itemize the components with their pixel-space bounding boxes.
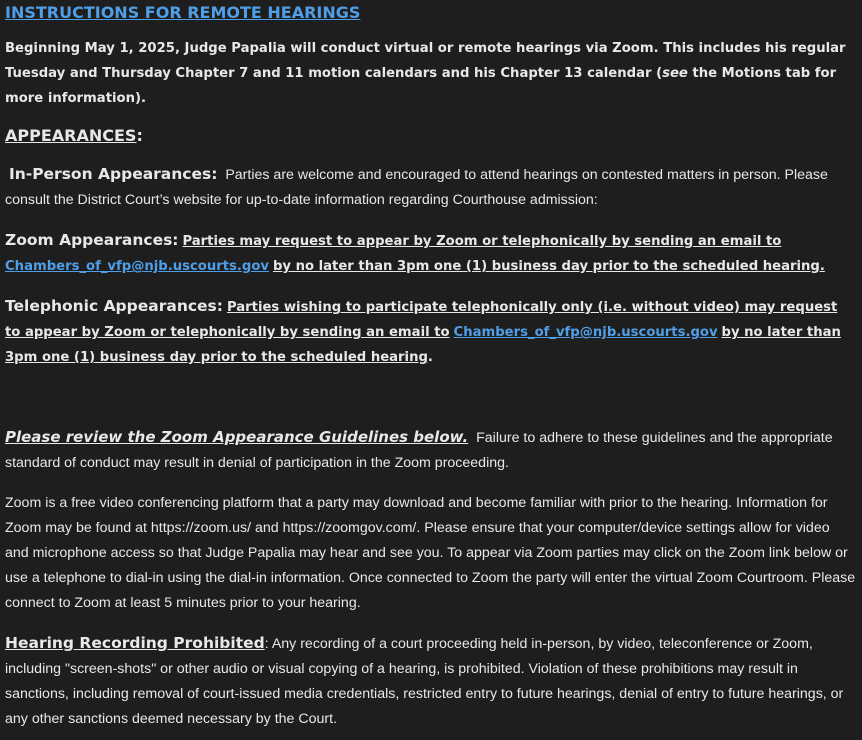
recording-text: : Any recording of a court proceeding held in-person, by video, teleconference or Zoom, including "screen-shots" or other audio or visual copying of a hearing, is prohibited. Violation of these prohibitions may result in sanctions, including removal of court-issued media credentials, restricted entry to future hearings, denial of entry to future hearings, or any other sanctions deemed necessary by the Court. bbox=[5, 636, 844, 727]
guidelines-text: Failure to adhere to these guidelines and the appropriate standard of conduct may result in denial of participation in the Zoom proceeding. bbox=[5, 430, 833, 471]
spacer bbox=[5, 385, 857, 425]
intro-text: Beginning May 1, 2025, Judge Papalia will conduct virtual or remote hearings via Zoom. This includes his regular Tuesday and Thursday Chapter 7 and 11 motion calendars and his Chapter 13 calendar ( bbox=[5, 41, 846, 81]
page-title: INSTRUCTIONS FOR REMOTE HEARINGS bbox=[5, 3, 361, 22]
telephonic-email-link[interactable]: Chambers_of_vfp@njb.uscourts.gov bbox=[453, 325, 718, 340]
telephonic-text-end: by no later than 3pm one (1) business day prior to the scheduled hearing bbox=[5, 325, 841, 365]
telephonic-period: . bbox=[427, 350, 433, 365]
intro-text-end: the Motions tab for more information). bbox=[5, 66, 837, 106]
zoom-section bbox=[5, 228, 857, 279]
intro-paragraph bbox=[5, 36, 857, 111]
in-person-text: Parties are welcome and encouraged to attend hearings on contested matters in person. Please consult the District Court’s website for up-to-date information regarding Courthouse admission: bbox=[5, 167, 828, 208]
zoom-text-end: by no later than 3pm one (1) business day prior to the scheduled hearing. bbox=[272, 259, 825, 274]
in-person-section bbox=[5, 162, 857, 213]
recording-section bbox=[5, 631, 857, 732]
appearances-heading-text: APPEARANCES bbox=[5, 126, 137, 145]
zoom-label: Zoom Appearances: bbox=[5, 231, 179, 249]
appearances-heading-colon: : bbox=[136, 126, 143, 145]
intro-see: see bbox=[662, 66, 688, 81]
zoom-text: Parties may request to appear by Zoom or telephonically by sending an email to bbox=[182, 234, 782, 249]
appearances-heading bbox=[5, 123, 857, 148]
guidelines-section bbox=[5, 425, 857, 476]
telephonic-section bbox=[5, 294, 857, 370]
telephonic-label: Telephonic Appearances: bbox=[5, 297, 223, 315]
guidelines-heading: Please review the Zoom Appearance Guidelines below. bbox=[5, 428, 469, 446]
telephonic-text: Parties wishing to participate telephonically only (i.e. without video) may request to appear by Zoom or telephonically by sending an email to bbox=[5, 300, 838, 340]
recording-label: Hearing Recording Prohibited bbox=[5, 634, 265, 652]
in-person-label: In-Person Appearances: bbox=[8, 165, 218, 183]
zoom-email-link[interactable]: Chambers_of_vfp@njb.uscourts.gov bbox=[5, 259, 270, 274]
zoom-info-paragraph: Zoom is a free video conferencing platform that a party may download and become familiar with prior to the hearing. Information for Zoom may be found at https://zoom.us/ and https://zoomgov.com/. Please ensure that your computer/device settings allow for video and microphone access so that Judge Papalia may hear and see you. To appear via Zoom parties may click on the Zoom link below or use a telephone to dial-in using the dial-in information. Once connected to Zoom the party will enter the virtual Zoom Courtroom. Please connect to Zoom at least 5 minutes prior to your hearing. bbox=[5, 495, 856, 611]
